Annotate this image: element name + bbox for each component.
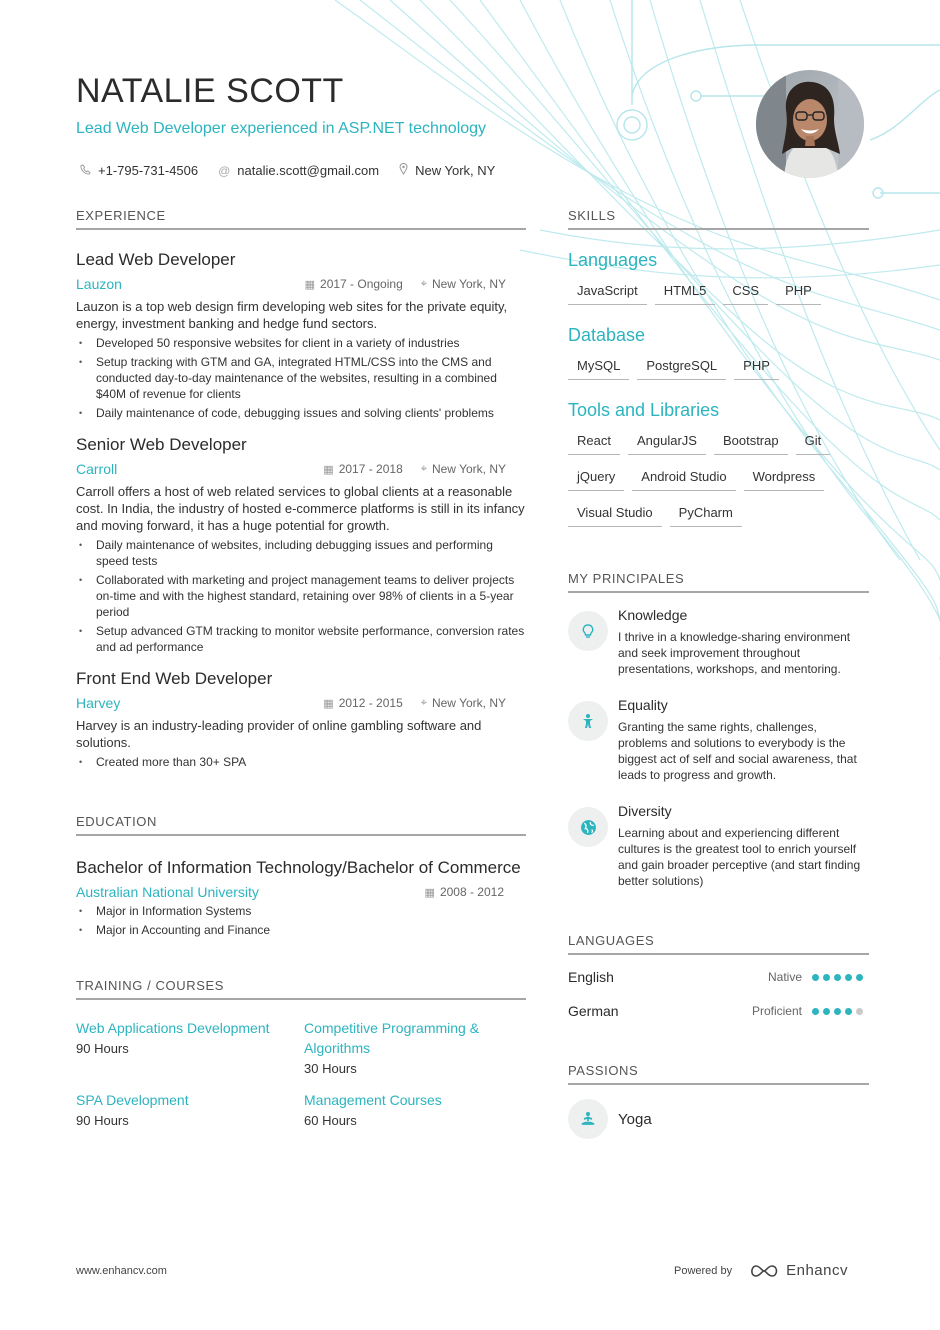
job-title: Front End Web Developer xyxy=(76,669,273,688)
skill-group xyxy=(568,400,869,527)
language-level: Proficient xyxy=(751,1004,802,1018)
footer-website[interactable]: www.enhancv.com xyxy=(76,1265,167,1277)
skill-tag: Bootstrap xyxy=(714,431,788,455)
job-title: Senior Web Developer xyxy=(76,435,247,454)
skill-tag: CSS xyxy=(723,281,768,305)
job-bullets xyxy=(76,754,526,770)
profile-photo xyxy=(756,70,864,178)
rating-dot-filled xyxy=(845,1008,852,1015)
rating-dot-filled xyxy=(834,974,841,981)
language-rating xyxy=(812,974,863,981)
skill-tag: MySQL xyxy=(568,356,629,380)
job-entry xyxy=(76,669,526,770)
skill-tag: Wordpress xyxy=(744,467,825,491)
brand-name: Enhancv xyxy=(786,1262,848,1279)
lightbulb-icon xyxy=(568,611,608,651)
passions-heading: PASSIONS xyxy=(568,1063,869,1085)
job-location: New York, NY xyxy=(431,277,506,291)
globe-icon xyxy=(568,807,608,847)
job-location: New York, NY xyxy=(431,462,506,476)
rating-dot-filled xyxy=(845,974,852,981)
location-pin-icon: ⌖ xyxy=(420,696,427,709)
rating-dot-filled xyxy=(812,1008,819,1015)
passion-item xyxy=(568,1099,869,1139)
school-name: Australian National University xyxy=(76,884,259,900)
training-heading: TRAINING / COURSES xyxy=(76,978,526,1000)
rating-dot-filled xyxy=(834,1008,841,1015)
phone-icon xyxy=(80,164,91,178)
calendar-icon: ▦ xyxy=(323,463,334,476)
course-item xyxy=(304,1018,526,1076)
job-description: Carroll offers a host of web related services to global clients at a reasonable cost. In India, the industry of hosted e-commerce platforms is still in its infancy and moving forward, it has a huge potential for growth. xyxy=(76,484,525,533)
rating-dot-empty xyxy=(856,1008,863,1015)
person-icon xyxy=(568,701,608,741)
rating-dot-filled xyxy=(812,974,819,981)
course-name: Management Courses xyxy=(304,1092,442,1108)
education-heading: EDUCATION xyxy=(76,814,526,836)
skill-tag: HTML5 xyxy=(655,281,716,305)
skill-tag: PHP xyxy=(734,356,779,380)
passions-section xyxy=(568,1063,869,1139)
infinity-logo-icon xyxy=(748,1263,780,1279)
training-section xyxy=(76,978,526,1128)
skill-tag: Visual Studio xyxy=(568,503,662,527)
bullet-item: • Major in Accounting and Finance xyxy=(76,922,526,938)
bullet-item: • Major in Information Systems xyxy=(76,903,526,919)
education-bullets xyxy=(76,903,526,938)
principle-description: Granting the same rights, challenges, problems and solutions to everybody is the biggest act of self and social awareness, that leads to progress and growth. xyxy=(618,720,857,782)
language-item xyxy=(568,1003,869,1019)
skill-tag: PHP xyxy=(776,281,821,305)
bullet-item: • Setup advanced GTM tracking to monitor website performance, conversion rates and ad performance xyxy=(76,623,526,655)
bullet-item: • Developed 50 responsive websites for client in a variety of industries xyxy=(76,335,526,351)
rating-dot-filled xyxy=(823,1008,830,1015)
job-dates: 2017 - 2018 xyxy=(338,462,403,476)
course-hours: 60 Hours xyxy=(304,1113,357,1128)
candidate-headline: Lead Web Developer experienced in ASP.NET technology xyxy=(76,120,487,137)
experience-heading: EXPERIENCE xyxy=(76,208,526,230)
course-item xyxy=(76,1018,304,1076)
location-pin-icon: ⌖ xyxy=(420,462,427,475)
course-name: Competitive Programming & Algorithms xyxy=(304,1020,480,1056)
skill-group xyxy=(568,325,869,380)
job-entry xyxy=(76,250,526,421)
rating-dot-filled xyxy=(823,974,830,981)
languages-heading: LANGUAGES xyxy=(568,933,869,955)
skill-tag: React xyxy=(568,431,620,455)
right-column xyxy=(568,208,869,1139)
contact-location xyxy=(399,163,495,178)
language-rating xyxy=(812,1008,863,1015)
course-item xyxy=(76,1090,304,1128)
principle-title: Equality xyxy=(618,697,668,713)
enhancv-logo[interactable] xyxy=(748,1262,848,1279)
principles-heading: MY PRINCIPALES xyxy=(568,571,869,593)
language-item xyxy=(568,969,869,985)
skill-tag: JavaScript xyxy=(568,281,647,305)
language-name: English xyxy=(568,969,614,985)
bullet-item: • Setup tracking with GTM and GA, integrated HTML/CSS into the CMS and conducted day-to-day maintenance of the websites, resulting in a combined $40M of revenue for clients xyxy=(76,354,526,402)
skill-group xyxy=(568,250,869,305)
skill-category: Tools and Libraries xyxy=(568,400,720,420)
powered-by-text: Powered by xyxy=(674,1264,733,1277)
skill-category: Languages xyxy=(568,250,658,270)
company-name: Lauzon xyxy=(76,276,122,292)
language-level: Native xyxy=(767,970,802,984)
principle-title: Diversity xyxy=(618,803,672,819)
course-hours: 90 Hours xyxy=(76,1113,129,1128)
course-name: Web Applications Development xyxy=(76,1020,270,1036)
calendar-icon: ▦ xyxy=(323,697,334,710)
course-grid xyxy=(76,1018,526,1128)
degree-title: Bachelor of Information Technology/Bachelor of Commerce xyxy=(76,858,521,877)
contact-bar xyxy=(80,163,495,178)
languages-section xyxy=(568,933,869,1019)
contact-email[interactable] xyxy=(218,163,379,178)
calendar-icon: ▦ xyxy=(424,886,435,899)
rating-dot-filled xyxy=(856,974,863,981)
job-bullets xyxy=(76,335,526,421)
yoga-icon xyxy=(568,1099,608,1139)
job-description: Harvey is an industry-leading provider of online gambling software and solutions. xyxy=(76,718,482,750)
course-hours: 30 Hours xyxy=(304,1061,357,1076)
principle-title: Knowledge xyxy=(618,607,688,623)
company-name: Harvey xyxy=(76,695,121,711)
skill-tag: PostgreSQL xyxy=(637,356,726,380)
bullet-item: • Daily maintenance of code, debugging issues and solving clients' problems xyxy=(76,405,526,421)
candidate-name: NATALIE SCOTT xyxy=(76,72,344,110)
location-text: New York, NY xyxy=(415,163,496,178)
bullet-item: • Created more than 30+ SPA xyxy=(76,754,526,770)
language-name: German xyxy=(568,1003,619,1019)
job-bullets xyxy=(76,537,526,655)
at-icon: @ xyxy=(218,163,231,178)
principle-item xyxy=(568,607,869,677)
principles-section xyxy=(568,571,869,889)
skill-tag: Android Studio xyxy=(632,467,735,491)
email-text: natalie.scott@gmail.com xyxy=(237,163,380,178)
skill-category: Database xyxy=(568,325,646,345)
skill-tag: Git xyxy=(796,431,831,455)
course-hours: 90 Hours xyxy=(76,1041,129,1056)
job-entry xyxy=(76,435,526,655)
left-column xyxy=(76,208,526,1128)
principle-item xyxy=(568,803,869,889)
experience-section xyxy=(76,208,526,770)
job-description: Lauzon is a top web design firm developing web sites for the private equity, energy, investment banking and hedge fund sectors. xyxy=(76,299,508,331)
location-pin-icon xyxy=(399,163,408,178)
job-dates: 2012 - 2015 xyxy=(338,696,403,710)
skills-heading: SKILLS xyxy=(568,208,869,230)
principle-description: Learning about and experiencing different cultures is the greatest tool to enrich yourself and gain broader perceptive (and start finding better solutions) xyxy=(618,826,861,888)
skill-tag: AngularJS xyxy=(628,431,706,455)
skills-section xyxy=(568,208,869,527)
education-section xyxy=(76,814,526,938)
job-title: Lead Web Developer xyxy=(76,250,236,269)
job-dates: 2017 - Ongoing xyxy=(320,277,403,291)
skill-tag: jQuery xyxy=(568,467,624,491)
principle-item xyxy=(568,697,869,783)
skill-tag: PyCharm xyxy=(670,503,742,527)
location-pin-icon: ⌖ xyxy=(420,277,427,290)
principle-description: I thrive in a knowledge-sharing environment and seek improvement throughout presentations, workshops, and mentoring. xyxy=(618,630,851,676)
course-name: SPA Development xyxy=(76,1092,189,1108)
bullet-item: • Collaborated with marketing and project management teams to deliver projects on-time and with the highest standard, retaining over 98% of clients in a 5-year period xyxy=(76,572,526,620)
phone-text: +1-795-731-4506 xyxy=(98,163,199,178)
calendar-icon: ▦ xyxy=(304,278,316,291)
bullet-item: • Daily maintenance of websites, including debugging issues and performing speed tests xyxy=(76,537,526,569)
job-location: New York, NY xyxy=(431,696,506,710)
education-entry xyxy=(76,856,526,938)
education-dates: 2008 - 2012 xyxy=(439,885,504,899)
contact-phone[interactable] xyxy=(80,163,198,178)
footer-branding xyxy=(674,1262,848,1279)
passion-name: Yoga xyxy=(618,1110,652,1128)
course-item xyxy=(304,1090,526,1128)
company-name: Carroll xyxy=(76,461,118,477)
